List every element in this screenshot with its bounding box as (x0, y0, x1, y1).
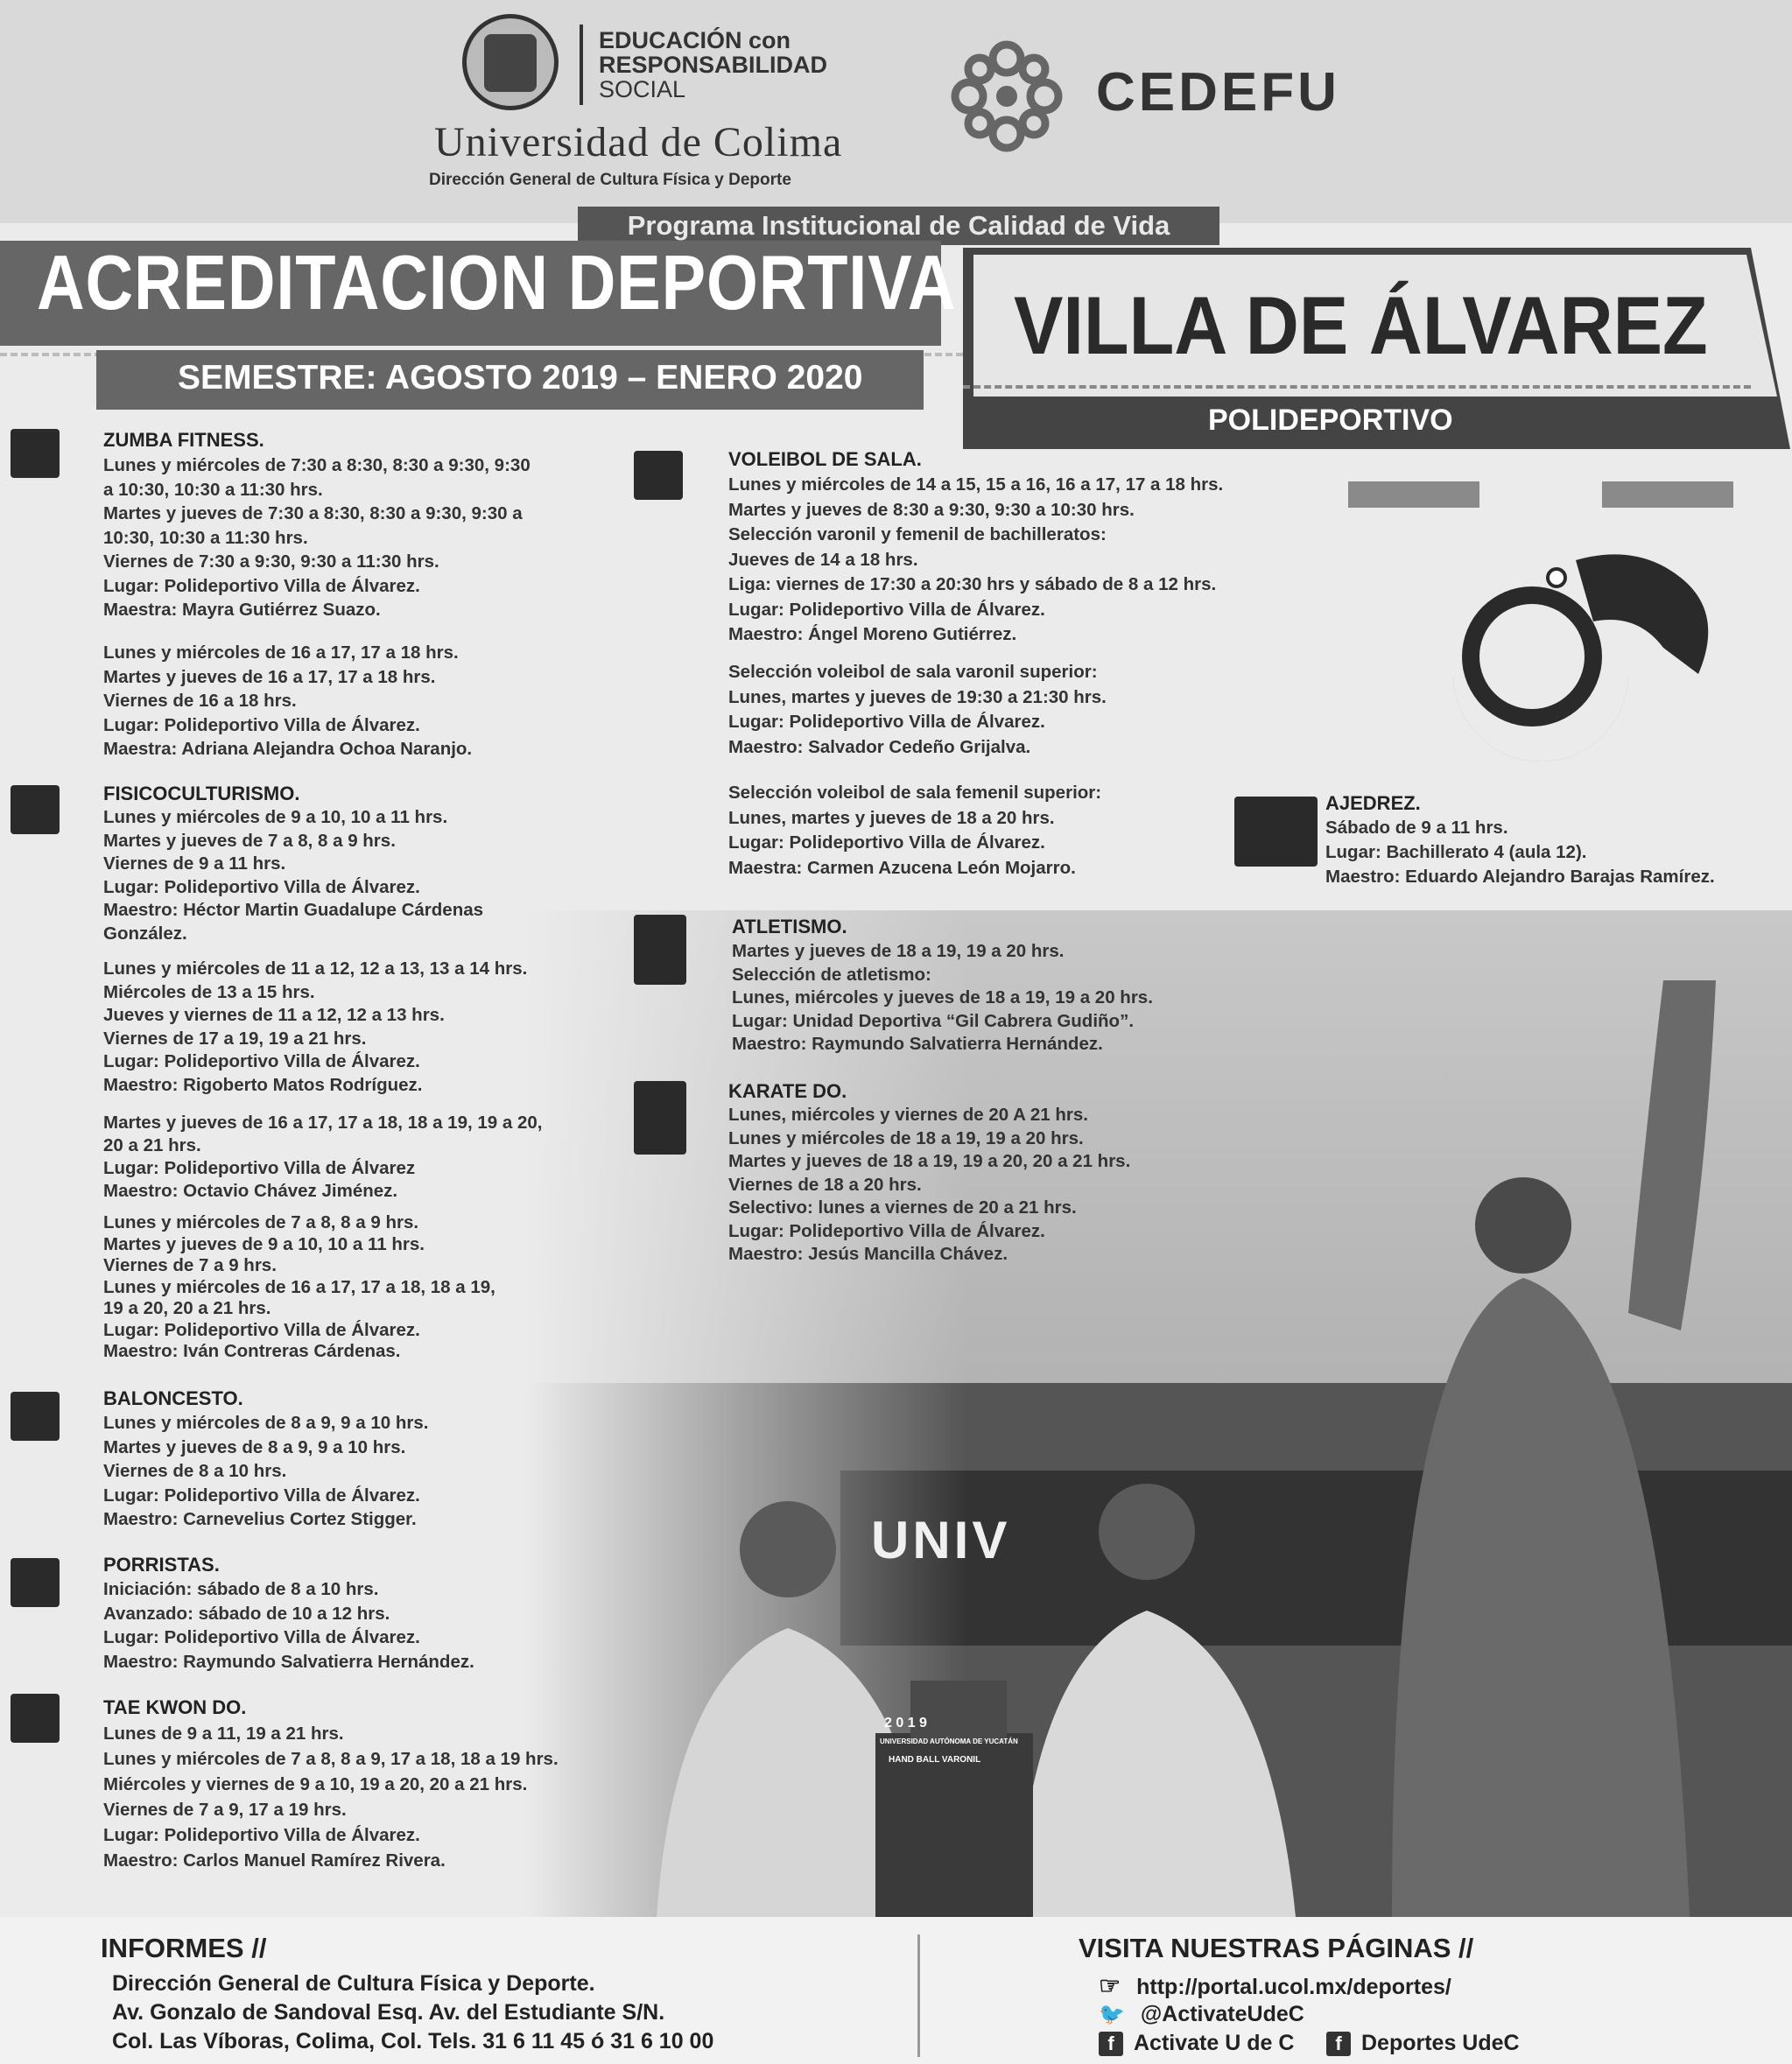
facebook-link-2[interactable] (1326, 2029, 1520, 2058)
schedule-line: Viernes de 7 a 9, 17 a 19 hrs. (103, 1800, 347, 1820)
cedefu-name: CEDEFU (1096, 62, 1340, 123)
schedule-line: Lugar: Polideportivo Villa de Álvarez. (728, 599, 1045, 620)
schedule-line: Martes y jueves de 8 a 9, 9 a 10 hrs. (103, 1436, 406, 1457)
schedule-line: Maestro: Héctor Martin Guadalupe Cárdenas (103, 900, 484, 920)
address-line: Av. Gonzalo de Sandoval Esq. Av. del Estudiante S/N. (112, 2000, 665, 2025)
sport-title-zumba: ZUMBA FITNESS. (103, 429, 264, 451)
sport-title-fisicoculturismo: FISICOCULTURISMO. (103, 783, 300, 804)
voleibol-schedule-3 (728, 781, 1101, 881)
sport-title-atletismo: ATLETISMO. (732, 916, 847, 937)
website-link[interactable] (1099, 1971, 1451, 2002)
program-banner: Programa Institucional de Calidad de Vida (578, 207, 1219, 245)
schedule-line: Lunes y miércoles de 18 a 19, 19 a 20 hrs. (728, 1127, 1084, 1148)
schedule-line: Lugar: Polideportivo Villa de Álvarez. (103, 714, 420, 735)
schedule-line: Selectivo: lunes a viernes de 20 a 21 hrs. (728, 1197, 1077, 1218)
schedule-line: Lugar: Polideportivo Villa de Álvarez. (103, 1051, 420, 1071)
schedule-line: Miércoles de 13 a 15 hrs. (103, 981, 315, 1002)
trophy-university: UNIVERSIDAD AUTÓNOMA DE YUCATÁN (880, 1738, 1018, 1745)
dashed-divider (963, 385, 1751, 389)
porristas-schedule (103, 1577, 474, 1674)
baloncesto-schedule (103, 1411, 428, 1532)
schedule-line: Lunes y miércoles de 16 a 17, 17 a 18, 18 a 19, (103, 1276, 495, 1297)
schedule-line: Lugar: Unidad Deportiva “Gil Cabrera Gudiño”. (732, 1010, 1135, 1031)
schedule-line: Viernes de 18 a 20 hrs. (728, 1174, 922, 1195)
schedule-line: Martes y jueves de 7:30 a 8:30, 8:30 a 9:30, 9:30 a (103, 503, 523, 523)
schedule-line: Jueves y viernes de 11 a 12, 12 a 13 hrs. (103, 1005, 445, 1025)
slogan-line: EDUCACIÓN con (599, 27, 791, 53)
schedule-line: Selección voleibol de sala varonil superior: (728, 662, 1098, 682)
schedule-line: Lugar: Bachillerato 4 (aula 12). (1325, 842, 1587, 862)
facebook-page-1[interactable]: Activate U de C (1134, 2031, 1295, 2055)
schedule-line: Selección voleibol de sala femenil superior: (728, 783, 1102, 803)
schedule-line: Maestro: Iván Contreras Cárdenas. (103, 1341, 401, 1361)
schedule-line: Lugar: Polideportivo Villa de Álvarez. (103, 1319, 420, 1340)
facebook-icon: f (1326, 2032, 1351, 2056)
schedule-line: Maestro: Salvador Cedeño Grijalva. (728, 736, 1031, 757)
schedule-line: Maestra: Carmen Azucena León Mojarro. (728, 857, 1076, 878)
schedule-line: Martes y jueves de 18 a 19, 19 a 20, 20 a 21 hrs. (728, 1151, 1131, 1171)
schedule-line: a 10:30, 10:30 a 11:30 hrs. (103, 479, 323, 500)
sport-title-baloncesto: BALONCESTO. (103, 1387, 243, 1409)
schedule-line: Viernes de 17 a 19, 19 a 21 hrs. (103, 1028, 367, 1049)
voleibol-schedule-2 (728, 660, 1107, 760)
fisicoculturismo-schedule-3 (103, 1112, 542, 1203)
schedule-line: Martes y jueves de 18 a 19, 19 a 20 hrs. (732, 941, 1065, 961)
campus-title: VILLA DE ÁLVAREZ (1014, 279, 1708, 371)
schedule-line: Maestro: Carnevelius Cortez Stigger. (103, 1509, 417, 1529)
header (0, 0, 1792, 223)
university-seal-icon (462, 14, 559, 110)
schedule-line: Lugar: Polideportivo Villa de Álvarez. (103, 575, 420, 596)
schedule-line: Maestro: Raymundo Salvatierra Hernández. (732, 1034, 1103, 1054)
voleibol-icon (634, 451, 683, 500)
twitter-icon: 🐦 (1099, 2003, 1125, 2026)
twitter-link[interactable] (1099, 2000, 1304, 2029)
schedule-line: Martes y jueves de 8:30 a 9:30, 9:30 a 10:30 hrs. (728, 499, 1135, 520)
schedule-line: Iniciación: sábado de 8 a 10 hrs. (103, 1579, 379, 1599)
sport-title-karate: KARATE DO. (728, 1080, 847, 1102)
schedule-line: Liga: viernes de 17:30 a 20:30 hrs y sábado de 8 a 12 hrs. (728, 574, 1217, 594)
schedule-line: Avanzado: sábado de 10 a 12 hrs. (103, 1603, 390, 1624)
schedule-line: Lunes, miércoles y jueves de 18 a 19, 19 a 20 hrs. (732, 987, 1153, 1007)
informes-address (112, 1969, 713, 2056)
atletismo-icon (634, 915, 686, 985)
schedule-line: Maestro: Rigoberto Matos Rodríguez. (103, 1074, 423, 1095)
karate-schedule (728, 1104, 1130, 1267)
schedule-line: Lugar: Polideportivo Villa de Álvarez. (728, 712, 1045, 732)
logo-divider (580, 25, 583, 105)
ajedrez-icon (1234, 797, 1318, 867)
sport-title-porristas: PORRISTAS. (103, 1554, 220, 1576)
slogan-line: RESPONSABILIDAD (599, 52, 828, 78)
slogan (599, 28, 827, 102)
schedule-line: Maestra: Adriana Alejandra Ochoa Naranjo. (103, 739, 473, 759)
schedule-line: Sábado de 9 a 11 hrs. (1325, 818, 1508, 838)
sport-title-voleibol: VOLEIBOL DE SALA. (728, 448, 922, 470)
zumba-icon (11, 429, 60, 478)
venue-label: POLIDEPORTIVO (1208, 404, 1453, 437)
twitter-handle[interactable]: @ActivateUdeC (1140, 2002, 1304, 2026)
schedule-line: Lunes, martes y jueves de 19:30 a 21:30 hrs. (728, 686, 1107, 707)
schedule-line: Lunes y miércoles de 7 a 8, 8 a 9 hrs. (103, 1212, 419, 1232)
schedule-line: Lunes y miércoles de 14 a 15, 15 a 16, 16 a 17, 17 a 18 hrs. (728, 474, 1224, 495)
schedule-line: Lunes, miércoles y viernes de 20 A 21 hrs. (728, 1105, 1088, 1125)
zumba-schedule-2 (103, 641, 472, 762)
trophy-event: HAND BALL VARONIL (889, 1755, 981, 1765)
schedule-line: Miércoles y viernes de 9 a 10, 19 a 20, 20 a 21 hrs. (103, 1774, 528, 1794)
taekwondo-schedule (103, 1721, 559, 1873)
footer-divider (917, 1934, 920, 2057)
schedule-line: Lugar: Polideportivo Villa de Álvarez. (103, 876, 420, 897)
schedule-line: Viernes de 9 a 11 hrs. (103, 853, 286, 874)
facebook-icon: f (1099, 2032, 1123, 2056)
schedule-line: Maestro: Raymundo Salvatierra Hernández. (103, 1651, 474, 1672)
schedule-line: Lunes, martes y jueves de 18 a 20 hrs. (728, 807, 1055, 828)
schedule-line: Lunes y miércoles de 16 a 17, 17 a 18 hrs. (103, 642, 459, 663)
direction-name: Dirección General de Cultura Física y Deporte (429, 171, 791, 189)
schedule-line: Viernes de 8 a 10 hrs. (103, 1461, 287, 1481)
cedefu-logo-icon (950, 39, 1064, 153)
page-title: ACREDITACION DEPORTIVA (37, 239, 957, 326)
address-line: Dirección General de Cultura Física y Deporte. (112, 1971, 595, 1996)
fisicoculturismo-schedule (103, 806, 483, 945)
informes-title: INFORMES // (101, 1933, 267, 1963)
sport-title-taekwondo: TAE KWON DO. (103, 1696, 247, 1718)
schedule-line: Viernes de 16 a 18 hrs. (103, 691, 297, 711)
schedule-line: Lunes y miércoles de 9 a 10, 10 a 11 hrs. (103, 807, 448, 827)
zumba-schedule (103, 453, 531, 622)
schedule-line: Maestro: Eduardo Alejandro Barajas Ramírez. (1325, 867, 1715, 887)
schedule-line: 20 a 21 hrs. (103, 1135, 201, 1155)
schedule-line: Martes y jueves de 16 a 17, 17 a 18, 18 a 19, 19 a 20, (103, 1113, 543, 1133)
atletismo-schedule (732, 940, 1153, 1057)
schedule-line: Martes y jueves de 7 a 8, 8 a 9 hrs. (103, 830, 396, 851)
voleibol-schedule (728, 473, 1223, 648)
baloncesto-icon (11, 1392, 60, 1441)
fisicoculturismo-schedule-2 (103, 958, 527, 1097)
schedule-line: González. (103, 923, 187, 944)
visit-title: VISITA NUESTRAS PÁGINAS // (1079, 1933, 1474, 1963)
schedule-line: Maestro: Carlos Manuel Ramírez Rivera. (103, 1850, 446, 1871)
schedule-line: Maestra: Mayra Gutiérrez Suazo. (103, 600, 381, 620)
schedule-line: 10:30, 10:30 a 11:30 hrs. (103, 527, 308, 548)
facebook-link-1[interactable] (1099, 2029, 1294, 2058)
schedule-line: Maestro: Ángel Moreno Gutiérrez. (728, 624, 1017, 644)
taekwondo-icon (11, 1694, 60, 1743)
schedule-line: Lunes y miércoles de 7:30 a 8:30, 8:30 a 9:30, 9:30 (103, 455, 531, 475)
schedule-line: 19 a 20, 20 a 21 hrs. (103, 1298, 271, 1318)
podium-photo (525, 910, 1792, 1917)
fisicoculturismo-icon (11, 785, 60, 834)
semester-label: SEMESTRE: AGOSTO 2019 – ENERO 2020 (178, 359, 863, 397)
udec-mascot-logo-icon (1348, 481, 1733, 770)
photo-banner-text: UNIV (871, 1511, 1011, 1569)
schedule-line: Viernes de 7 a 9 hrs. (103, 1255, 277, 1275)
pointing-hand-icon: ☞ (1099, 1972, 1121, 1999)
schedule-line: Martes y jueves de 16 a 17, 17 a 18 hrs. (103, 666, 436, 687)
slogan-line: SOCIAL (599, 76, 686, 102)
schedule-line: Lugar: Polideportivo Villa de Álvarez (103, 1158, 416, 1178)
schedule-line: Viernes de 7:30 a 9:30, 9:30 a 11:30 hrs. (103, 551, 439, 572)
schedule-line: Lunes y miércoles de 8 a 9, 9 a 10 hrs. (103, 1413, 429, 1433)
website-url[interactable]: http://portal.ucol.mx/deportes/ (1136, 1975, 1451, 1999)
schedule-line: Lunes y miércoles de 7 a 8, 8 a 9, 17 a 18, 18 a 19 hrs. (103, 1749, 559, 1769)
schedule-line: Maestro: Octavio Chávez Jiménez. (103, 1181, 398, 1201)
schedule-line: Maestro: Jesús Mancilla Chávez. (728, 1244, 1008, 1264)
schedule-line: Lugar: Polideportivo Villa de Álvarez. (728, 832, 1045, 853)
porristas-icon (11, 1558, 60, 1607)
schedule-line: Lugar: Polideportivo Villa de Álvarez. (103, 1485, 420, 1506)
university-name: Universidad de Colima (434, 119, 843, 165)
trophy-year: 2 0 1 9 (884, 1716, 927, 1731)
schedule-line: Selección varonil y femenil de bachilleratos: (728, 524, 1107, 544)
schedule-line: Selección de atletismo: (732, 964, 931, 985)
sport-title-ajedrez: AJEDREZ. (1325, 792, 1421, 814)
schedule-line: Lugar: Polideportivo Villa de Álvarez. (728, 1220, 1045, 1241)
schedule-line: Jueves de 14 a 18 hrs. (728, 549, 918, 570)
ajedrez-schedule (1325, 816, 1715, 889)
schedule-line: Lunes de 9 a 11, 19 a 21 hrs. (103, 1724, 344, 1744)
schedule-line: Lugar: Polideportivo Villa de Álvarez. (103, 1627, 420, 1647)
address-line: Col. Las Víboras, Colima, Col. Tels. 31 6 11 45 ó 31 6 10 00 (112, 2029, 714, 2053)
fisicoculturismo-schedule-4 (103, 1212, 495, 1363)
karate-icon (634, 1081, 686, 1155)
schedule-line: Lugar: Polideportivo Villa de Álvarez. (103, 1825, 420, 1845)
schedule-line: Lunes y miércoles de 11 a 12, 12 a 13, 13 a 14 hrs. (103, 958, 528, 979)
facebook-page-2[interactable]: Deportes UdeC (1361, 2031, 1520, 2055)
schedule-line: Martes y jueves de 9 a 10, 10 a 11 hrs. (103, 1233, 425, 1254)
